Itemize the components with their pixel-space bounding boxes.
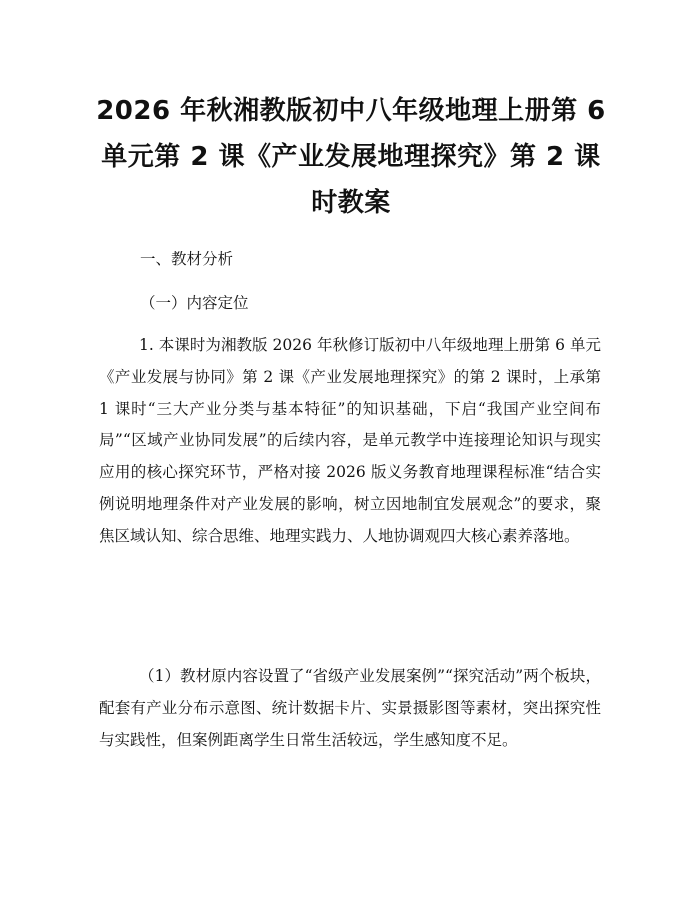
subsection-heading: （一）内容定位 [140,294,249,312]
document-title: 2026 年秋湘教版初中八年级地理上册第 6 单元第 2 课《产业发展地理探究》第 2 课时教案 [96,96,606,218]
body-paragraph: 1. 本课时为湘教版 2026 年秋修订版初中八年级地理上册第 6 单元《产业发展与协同》第 2 课《产业发展地理探究》的第 2 课时，上承第 1 课时“三大产业分类与基本特征”的知识基础，下启“我国产业空间布局”“区域产业协同发展”的后续内容，是单元教学中连接理论知识与现实应用的核心探究环节，严格对接 2026 版义务教育地理课程标准“结合实例说明地理条件对产业发展的影响，树立因地制宜发展观念”的要求，聚焦区域认知、综合思维、地理实践力、人地协调观四大核心素养落地。 [99,336,601,545]
section-heading: 一、教材分析 [140,250,234,268]
body-paragraph: （1）教材原内容设置了“省级产业发展案例”“探究活动”两个板块，配套有产业分布示意图、统计数据卡片、实景摄影图等素材，突出探究性与实践性，但案例距离学生日常生活较远，学生感知度不足。 [99,667,601,749]
